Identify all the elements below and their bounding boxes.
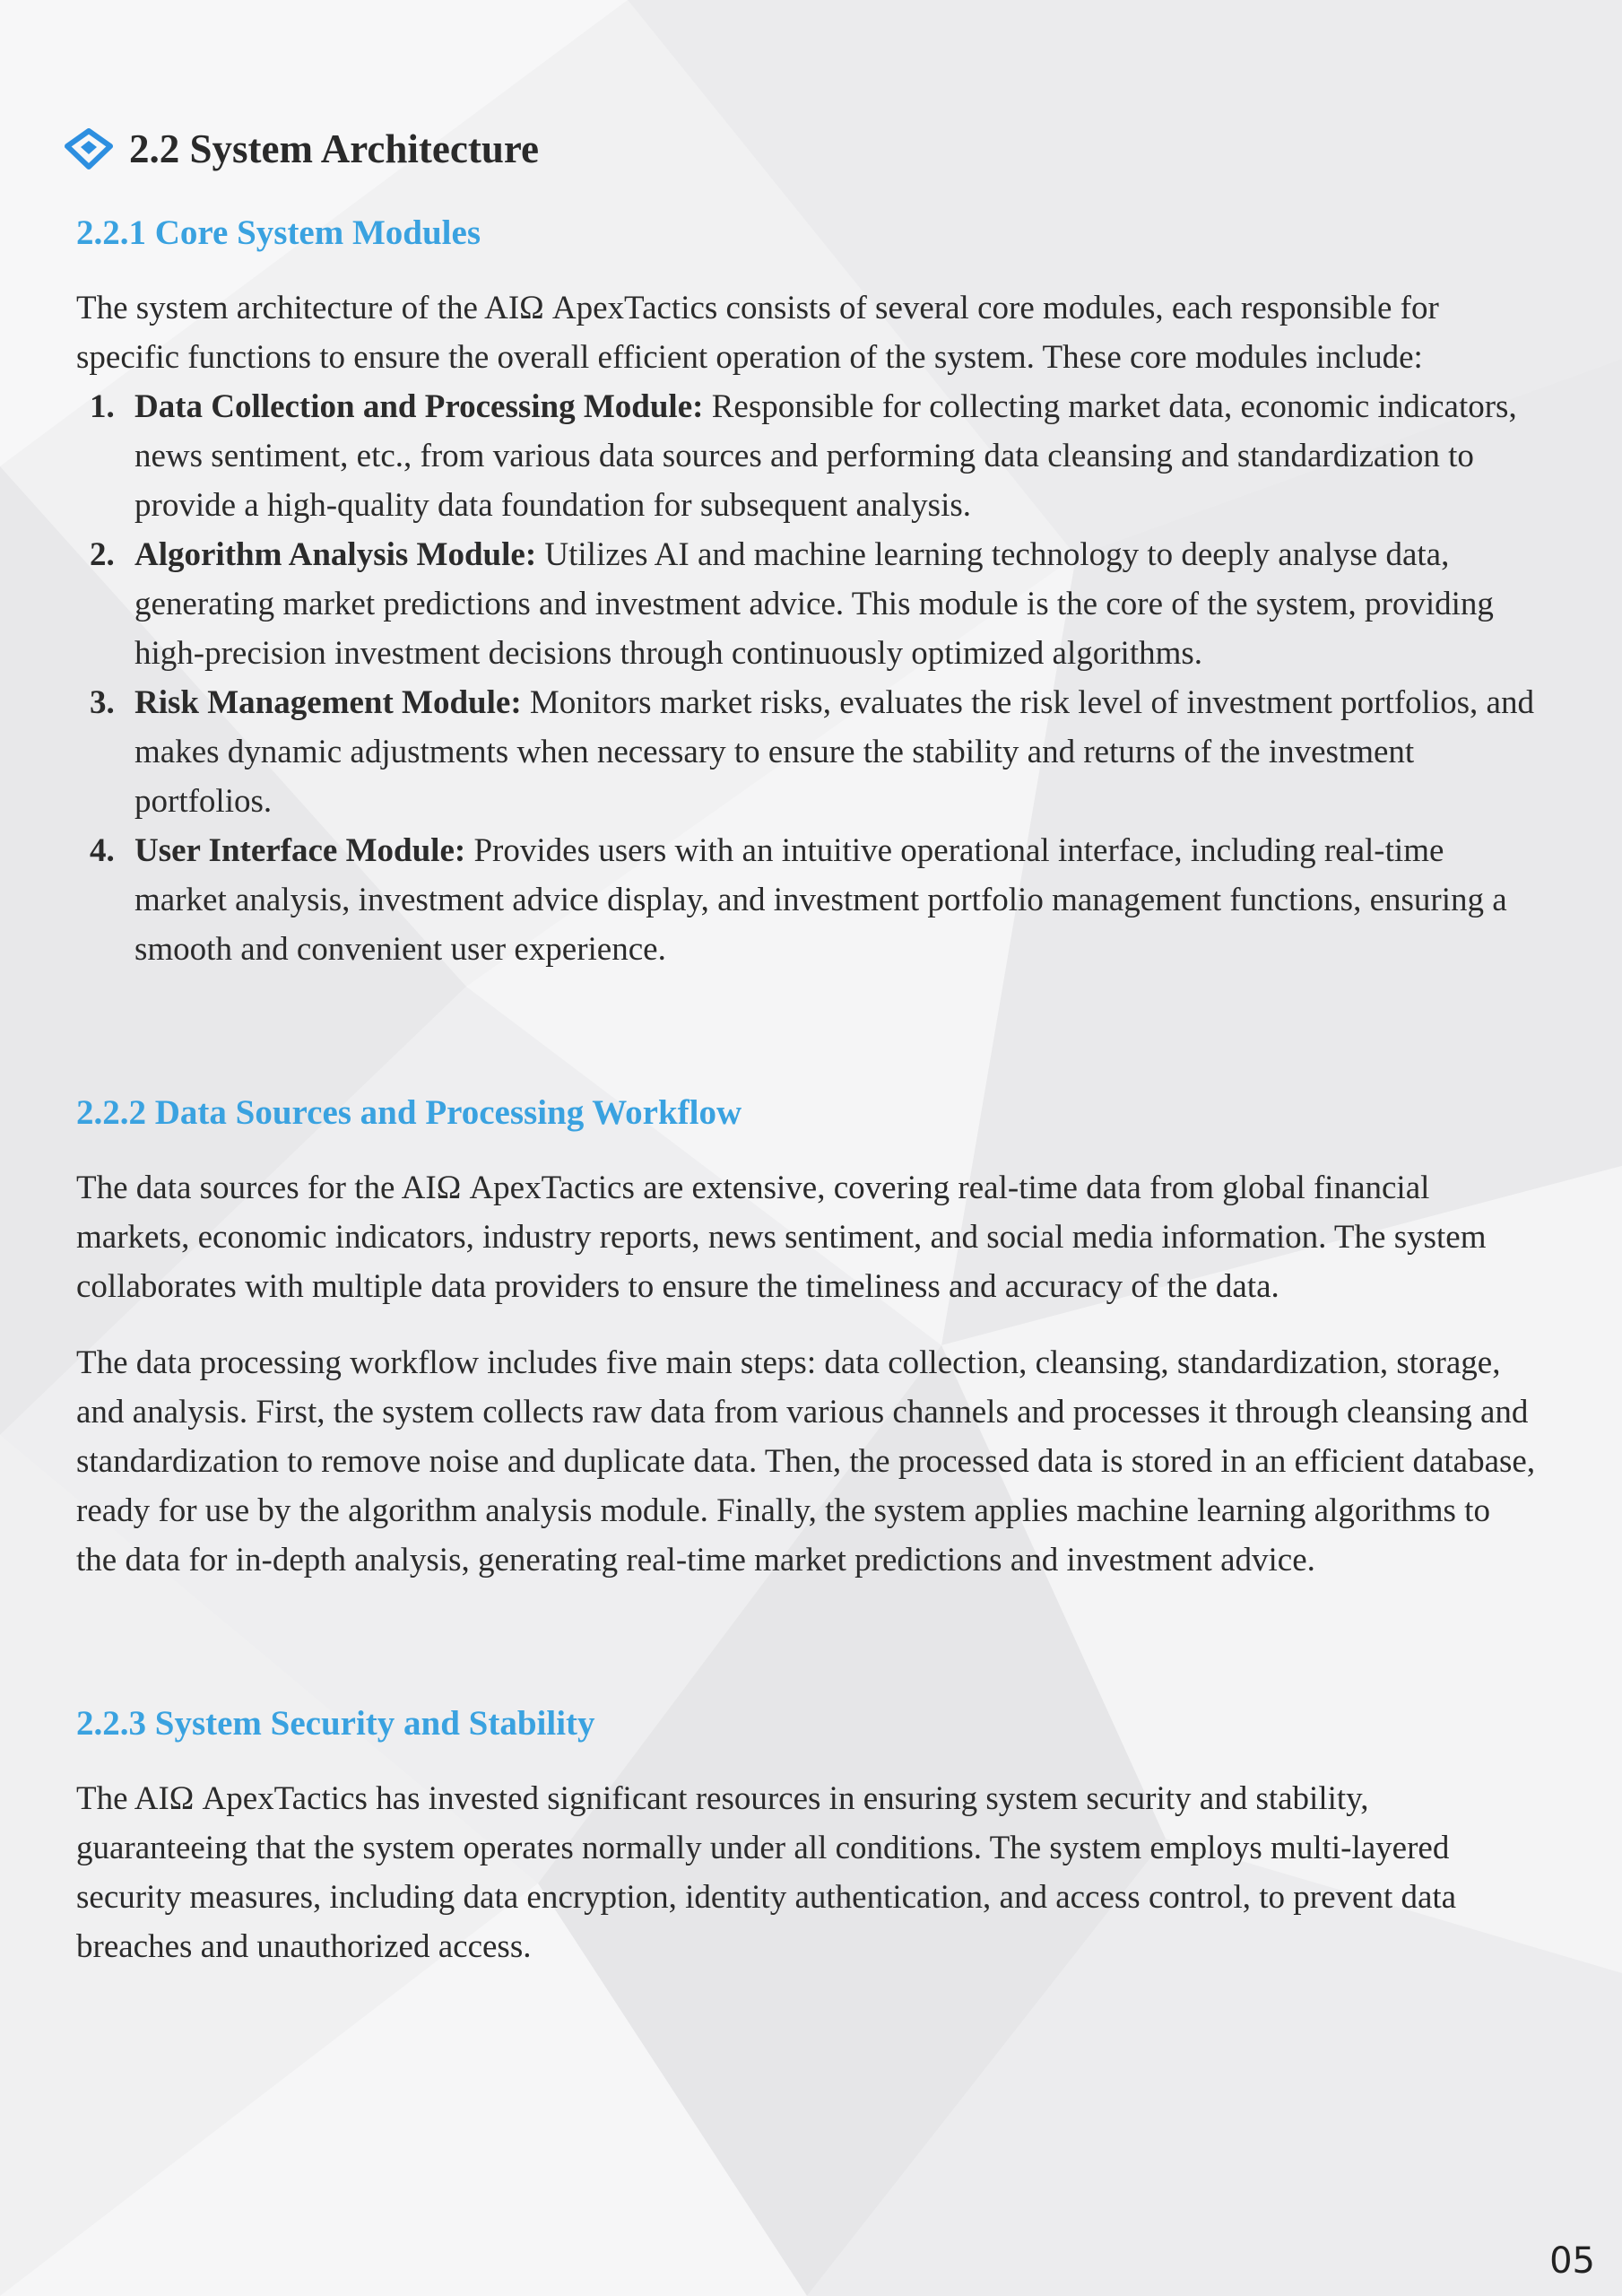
list-item-number: 3. [90, 684, 115, 721]
security-paragraph: The AIΩ ApexTactics has invested significant resources in ensuring system security and stability, guaranteeing that the system operates normally under all conditions. The system employs multi-layered security measures, including data encryption, identity authentication, and access control, to prevent data breaches and unauthorized access. [76, 1780, 1457, 1965]
section-spacer [76, 974, 1538, 1088]
section-heading [65, 122, 539, 176]
list-item [76, 826, 1538, 974]
list-item-text: Responsible for collecting market data, economic indicators, news sentiment, etc., from various data sources and performing data cleansing and standardization to provide a high-quality data foundation for subsequent analysis. [134, 388, 1517, 524]
list-item-text: Utilizes AI and machine learning technology to deeply analyse data, generating market predictions and investment advice. This module is the core of the system, providing high-precision investment decisions through continuously optimized algorithms. [134, 536, 1494, 672]
list-item-term: Risk Management Module: [134, 684, 522, 721]
processing-workflow-paragraph: The data processing workflow includes five main steps: data collection, cleansing, standardization, storage, and analysis. First, the system collects raw data from various channels and processes it through cleansing and standardization to remove noise and duplicate data. Then, the processed data is stored in an efficient database, ready for use by the algorithm analysis module. Finally, the system applies machine learning algorithms to the data for in-depth analysis, generating real-time market predictions and investment advice. [76, 1344, 1536, 1578]
list-item [76, 530, 1538, 678]
list-item-number: 1. [90, 388, 115, 425]
core-modules-intro: The system architecture of the AIΩ ApexTactics consists of several core modules, each responsible for specific functions to ensure the overall efficient operation of the system. These core modules include: [76, 290, 1439, 376]
data-sources-paragraph: The data sources for the AIΩ ApexTactics are extensive, covering real-time data from global financial markets, economic indicators, industry reports, news sentiment, and social media information. The system collaborates with multiple data providers to ensure the timeliness and accuracy of the data. [76, 1170, 1487, 1305]
list-item-text: Provides users with an intuitive operational interface, including real-time market analysis, investment advice display, and investment portfolio management functions, ensuring a smooth and convenient user experience. [134, 832, 1507, 968]
data-sources-heading: 2.2.2 Data Sources and Processing Workflow [76, 1093, 742, 1132]
core-modules-list [76, 382, 1538, 974]
core-modules-heading: 2.2.1 Core System Modules [76, 213, 481, 252]
diamond-icon [65, 128, 113, 170]
page-number: 05 [1549, 2240, 1595, 2282]
list-item [76, 678, 1538, 826]
section-spacer [76, 1585, 1538, 1699]
list-item-number: 4. [90, 832, 115, 869]
section-title: 2.2 System Architecture [129, 126, 539, 171]
list-item-term: Algorithm Analysis Module: [134, 536, 537, 573]
list-item [76, 382, 1538, 530]
list-item-text: Monitors market risks, evaluates the risk level of investment portfolios, and makes dynamic adjustments when necessary to ensure the stability and returns of the investment portfolios. [134, 684, 1534, 820]
security-heading: 2.2.3 System Security and Stability [76, 1704, 595, 1743]
list-item-term: User Interface Module: [134, 832, 466, 869]
page-content [76, 208, 1538, 1971]
list-item-number: 2. [90, 536, 115, 573]
list-item-term: Data Collection and Processing Module: [134, 388, 704, 425]
